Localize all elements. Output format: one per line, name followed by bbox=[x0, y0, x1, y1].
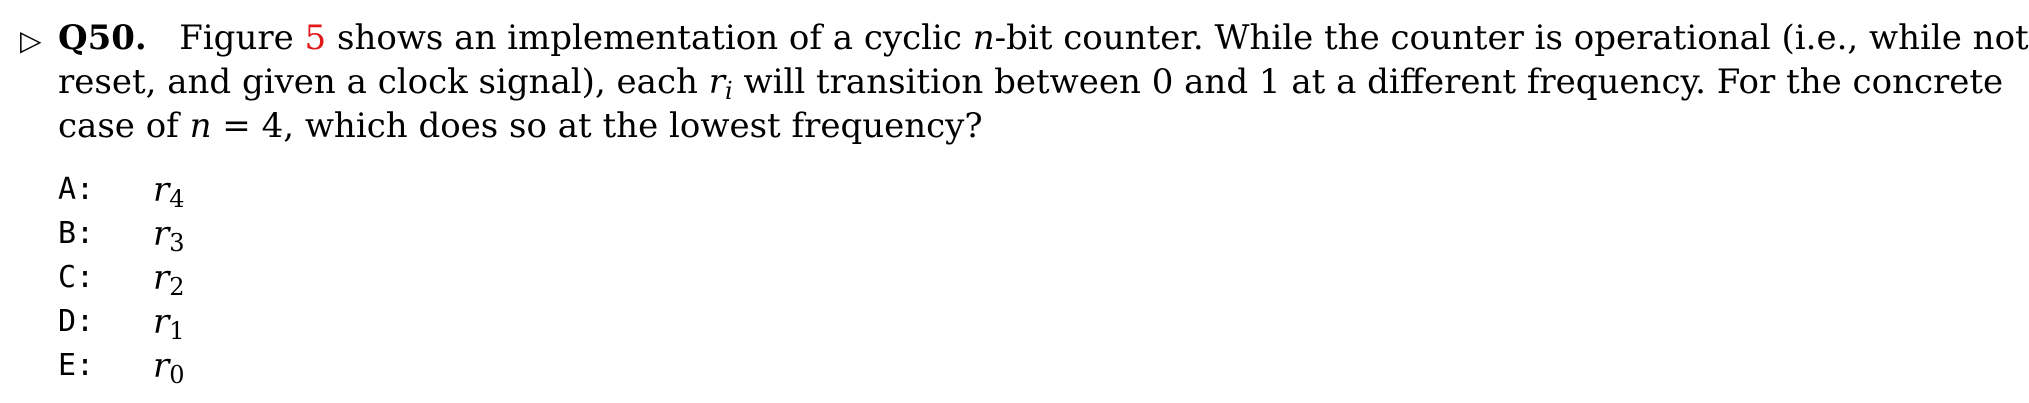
triangle-marker-icon: ▷ bbox=[20, 24, 42, 57]
option-label: B: bbox=[58, 216, 95, 251]
option-c[interactable] bbox=[58, 256, 458, 300]
option-label: E: bbox=[58, 348, 95, 383]
question-line-1 bbox=[58, 16, 2029, 60]
question-text-1b: shows an implementation of a cyclic bbox=[337, 18, 962, 58]
option-b[interactable] bbox=[58, 212, 458, 256]
question-text-1c: -bit counter. While the counter is operational (i.e., while not bbox=[994, 18, 2029, 58]
question-line-3 bbox=[58, 104, 983, 148]
option-label: C: bbox=[58, 260, 95, 295]
subscript-i: i bbox=[724, 77, 733, 105]
option-value: $r_2$ bbox=[153, 258, 185, 301]
option-a[interactable] bbox=[58, 168, 458, 212]
figure-reference-link[interactable]: 5 bbox=[304, 18, 327, 58]
variable-n-2: n bbox=[189, 106, 212, 146]
question-text-2b: will transition between 0 and 1 at a different frequency. For the concrete bbox=[743, 62, 2004, 102]
question-text-3a: case of bbox=[58, 106, 179, 146]
question-text-3b: = 4, which does so at the lowest frequency? bbox=[222, 106, 983, 146]
question-number: Q50. bbox=[58, 18, 147, 58]
option-value: $r_1$ bbox=[153, 302, 185, 345]
variable-n: n bbox=[972, 18, 995, 58]
option-label: A: bbox=[58, 172, 95, 207]
question-text-2a: reset, and given a clock signal), each bbox=[58, 62, 698, 102]
question-line-2 bbox=[58, 60, 2004, 105]
answer-options bbox=[58, 168, 458, 388]
option-value: $r_3$ bbox=[153, 214, 185, 257]
option-value: $r_4$ bbox=[153, 170, 185, 213]
option-d[interactable] bbox=[58, 300, 458, 344]
question-text-1a: Figure bbox=[179, 18, 294, 58]
option-value: $r_0$ bbox=[153, 346, 185, 389]
option-e[interactable] bbox=[58, 344, 458, 388]
variable-r: r bbox=[708, 62, 725, 102]
option-label: D: bbox=[58, 304, 95, 339]
